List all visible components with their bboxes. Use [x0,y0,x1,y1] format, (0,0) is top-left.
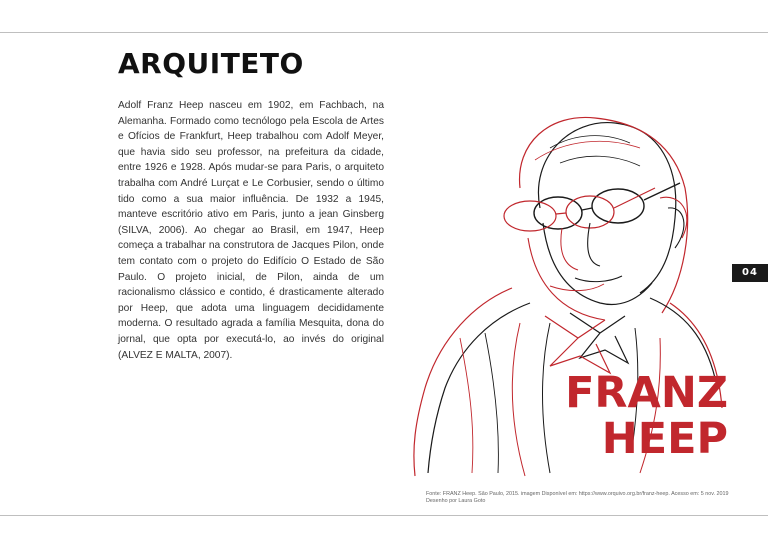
page-number-badge: 04 [732,264,768,282]
drawing-credit: Desenho por Laura Goto [426,498,486,505]
name-last: HEEP [601,414,728,464]
figure-source: Fonte: FRANZ Heep. São Paulo, 2015. imagem Disponível em: https://www.orquivo.org.br/franz-heep. Acesso em: 5 nov. 2019 [426,491,729,497]
biography-paragraph: Adolf Franz Heep nasceu em 1902, em Fachbach, na Alemanha. Formado como tecnólogo pela Escola de Artes e Ofícios de Frankfurt, Heep trabalhou com Adolf Meyer, que havia sido seu professor, na prefeitura da cidade, entre 1926 e 1928. Após mudar-se para Paris, o arquiteto trabalha com André Lurçat e Le Corbusier, sendo o último tido como a sua maior influência. De 1932 a 1945, manteve escritório ativo em Paris, junto a jean Ginsberg (SILVA, 2006). Ao chegar ao Brasil, em 1947, Heep começa a trabalhar na construtora de Jacques Pilon, onde tem contato com o projeto do Edifício O Estado de São Paulo. O projeto inicial, de Pilon, ainda de um racionalismo clássico e contido, é drasticamente alterado por Heep, que adota uma linguagem decididamente moderna. O resultado agrada a família Mesquita, dona do jornal, que opta por executá-lo, ao invés do original (ALVEZ E MALTA, 2007). [118,100,384,361]
figure-credit [426,491,756,506]
bottom-rule [0,515,768,516]
top-rule [0,32,768,33]
name-first: FRANZ [565,368,728,418]
page-title: ARQUITETO [118,47,304,80]
portrait-caption-name [558,370,728,462]
